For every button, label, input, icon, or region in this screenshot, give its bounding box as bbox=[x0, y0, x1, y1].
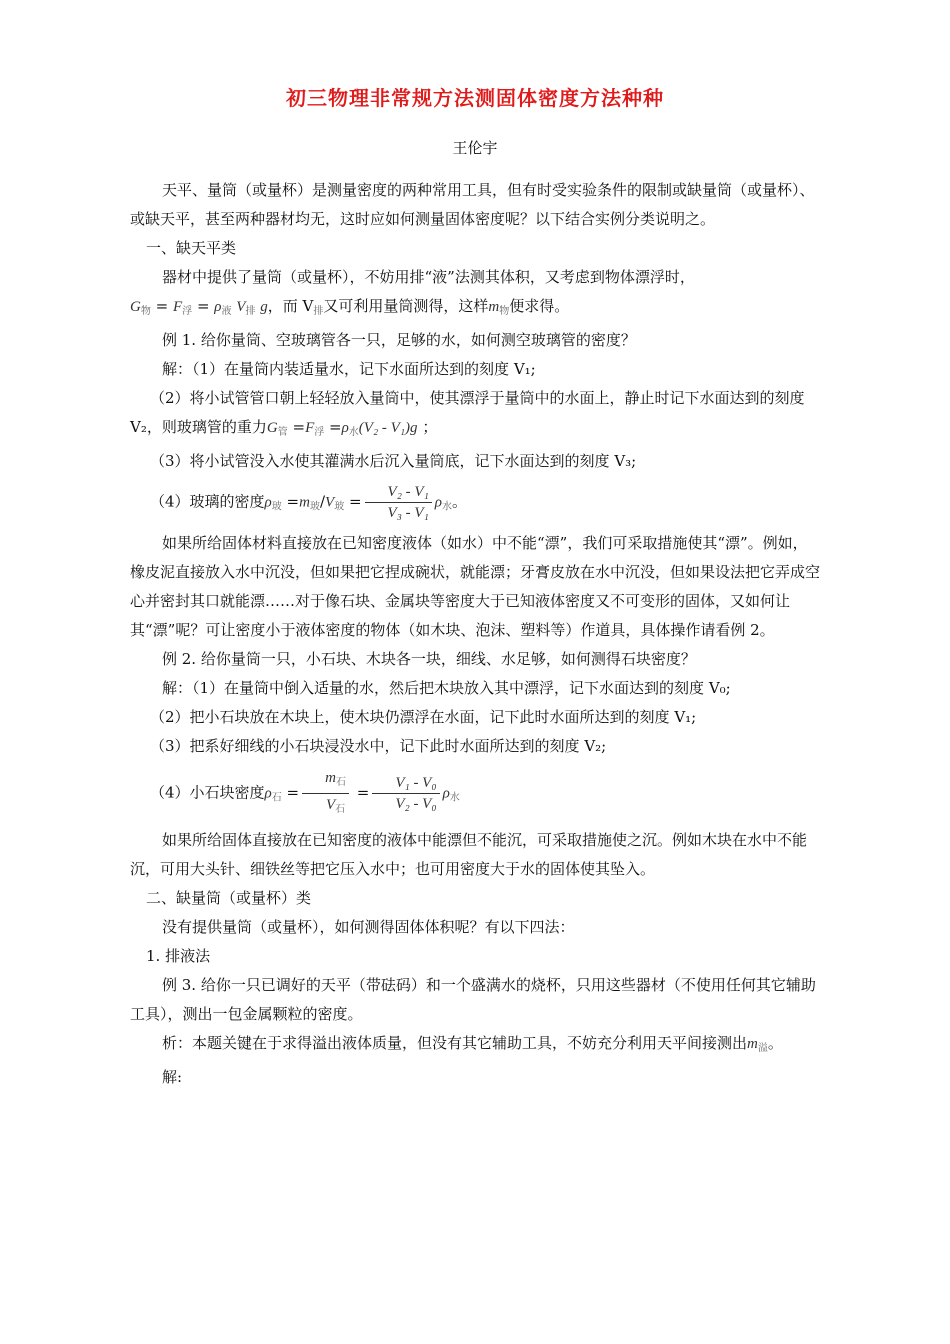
example-1-question: 例 1. 给你量筒、空玻璃管各一只，足够的水，如何测空玻璃管的密度？ bbox=[162, 331, 636, 349]
example-2-step-3: （3）把系好细线的小石块浸没水中，记下此时水面所达到的刻度 V₂; bbox=[150, 737, 607, 755]
section1-paragraph-a: 器材中提供了量筒（或量杯），不妨用排“液”法测其体积，又考虑到物体漂浮时， bbox=[162, 268, 695, 286]
sinking-method-paragraph: 如果所给固体直接放在已知密度的液体中能漂但不能沉，可采取措施使之沉。例如木块在水中不能沉，可用大头针、细铁丝等把它压入水中；也可用密度大于水的固体使其坠入。 bbox=[130, 831, 808, 878]
example-2-question: 例 2. 给你量筒一只，小石块、木块各一块，细线、水足够，如何测得石块密度？ bbox=[162, 650, 696, 668]
section-heading-1: 一、缺天平类 bbox=[146, 239, 237, 257]
example-1-step-1: 解：（1）在量筒内装适量水，记下水面所达到的刻度 V₁; bbox=[162, 360, 536, 378]
example-2-step-4: （4）小石块密度$\rho_石$ = $\frac{m_石}{V_石}$ = $\frac{\text{V₁ - V₀}}{\text{V₂ - V₀}}$ $\rho_水$ bbox=[130, 767, 822, 820]
example-1-step-4: （4）玻璃的密度$\rho_玻 =m_玻/V_玻$ = $\frac{\text{V₂ - V₁}}{\text{V₃ - V₁}}$ $\rho_水$。 bbox=[150, 484, 468, 521]
method-heading-1: 1. 排液法 bbox=[146, 947, 211, 965]
floating-method-paragraph: 如果所给固体材料直接放在已知密度液体（如水）中不能“漂”，我们可采取措施使其“漂”。例如，橡皮泥直接放入水中沉没，但如果把它捏成碗状，就能漂；牙膏皮放在水中沉没，但如果设法把它弄成空心并密封其口就能漂……对于像石块、金属块等密度大于已知液体密度又不可变形的固体，又如何让其“漂”呢？可让密度小于液体密度的物体（如木块、泡沫、塑料等）作道具，具体操作请看例 2。 bbox=[130, 534, 821, 639]
document-body bbox=[130, 176, 822, 1092]
example-3-solution: 解: bbox=[162, 1068, 183, 1086]
document-title: 初三物理非常规方法测固体密度方法种种 bbox=[286, 86, 664, 110]
example-1-step-2: （2）将小试管管口朝上轻轻放入量筒中，使其漂浮于量筒中的水面上，静止时记下水面达到的刻度 V₂，则玻璃管的重力$G_管 =F_浮 =\rho_水(V_2 - V_1)g$ ； bbox=[130, 389, 805, 438]
example-2-step-1: 解：（1）在量筒中倒入适量的水，然后把木块放入其中漂浮，记下水面达到的刻度 V₀; bbox=[162, 679, 731, 697]
example-3-question: 例 3. 给你一只已调好的天平（带砝码）和一个盛满水的烧杯，只用这些器材（不使用任何其它辅助工具），测出一包金属颗粒的密度。 bbox=[130, 976, 816, 1023]
example-3-analysis: 析：本题关键在于求得溢出液体质量，但没有其它辅助工具，不妨充分利用天平间接测出$m_溢$。 bbox=[162, 1034, 783, 1054]
intro-paragraph: 天平、量筒（或量杯）是测量密度的两种常用工具，但有时受实验条件的限制或缺量筒（或量杯）、或缺天平，甚至两种器材均无，这时应如何测量固体密度呢？以下结合实例分类说明之。 bbox=[130, 181, 815, 228]
example-2-step-2: （2）把小石块放在木块上，使木块仍漂浮在水面，记下此时水面所达到的刻度 V₁; bbox=[150, 708, 697, 726]
section-heading-2: 二、缺量筒（或量杯）类 bbox=[146, 889, 312, 907]
density-fraction-2: $\frac{\text{V₁ - V₀}}{\text{V₂ - V₀}}$ bbox=[372, 773, 439, 814]
density-fraction-1: $\frac{\text{V₂ - V₁}}{\text{V₃ - V₁}}$ bbox=[365, 482, 432, 523]
section2-paragraph: 没有提供量筒（或量杯），如何测得固体体积呢？有以下四法： bbox=[162, 918, 575, 936]
section1-formula-line: $G_物 = F_浮 = \rho_液$ $V_排$ g，而 $V_排$又可利用量筒测得，这样$m_物$便求得。 bbox=[130, 297, 570, 317]
example-1-step-3: （3）将小试管没入水使其灌满水后沉入量筒底，记下水面达到的刻度 V₃; bbox=[150, 452, 637, 470]
mass-volume-fraction: $\frac{m_石}{V_石}$ bbox=[302, 767, 349, 820]
author-name: 王伦宇 bbox=[452, 139, 498, 157]
formula-G: G bbox=[130, 299, 141, 315]
